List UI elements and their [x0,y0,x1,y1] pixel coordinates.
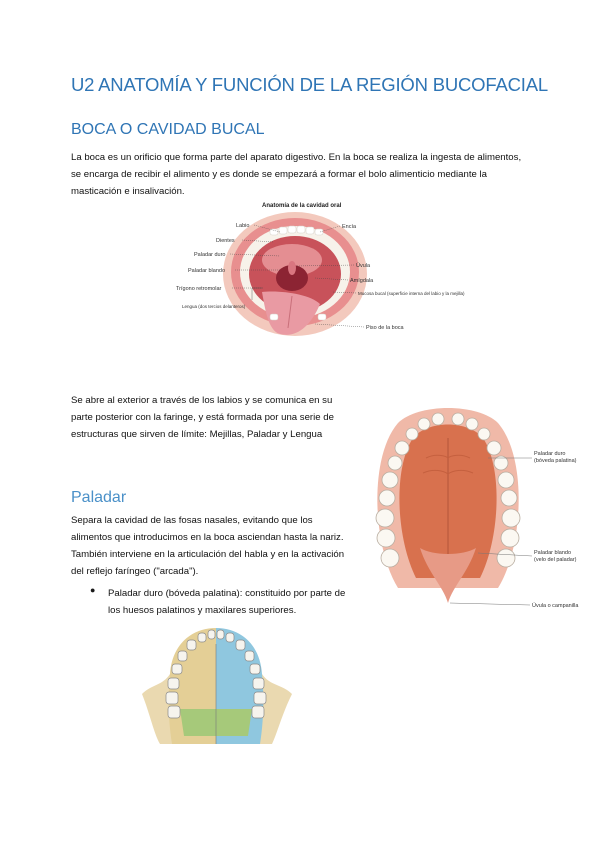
label-paladar-blando-2b: (velo del paladar) [534,557,577,563]
paragraph-estructuras: Se abre al exterior a través de los labios y se comunica en su parte posterior con la faringe, y está formada por una serie de estructuras que sirven de límite: Mejillas, Paladar y Lengua [71,395,334,440]
section-heading-paladar: Paladar [71,489,127,506]
label-trigono: Trígono retromolar [176,286,222,292]
label-paladar-duro-2a: Paladar duro [534,451,566,457]
palate-figure [368,398,598,620]
paragraph-paladar: Separa la cavidad de las fosas nasales, evitando que los alimentos que introducimos en la boca asciendan hasta la nariz. También interviene en la articulación del habla y en la activación del reflejo faríngeo ("arcada"). [71,515,345,577]
label-lengua: Lengua (dos tercios delanteros) [182,304,246,309]
figure-title: Anatomía de la cavidad oral [262,203,342,209]
bullet-marker: ● [90,585,96,595]
label-mucosa: Mucosa bucal (superficie interna del labio y la mejilla) [358,291,465,296]
bony-palate-figure [132,624,300,752]
bullet-paladar-duro: Paladar duro (bóveda palatina): constituido por parte de los huesos palatinos y maxilares superiores. [108,588,346,616]
section-heading-boca: BOCA O CAVIDAD BUCAL [71,121,265,138]
label-paladar-blando-2a: Paladar blando [534,550,572,556]
label-amigdala: Amígdala [350,278,374,284]
label-paladar-duro: Paladar duro [194,252,226,258]
paragraph-boca: La boca es un orificio que forma parte del aparato digestivo. En la boca se realiza la ingesta de alimentos, se encarga de recibir el alimento y es donde se empezará a formar el bolo alimenticio mediante la masticación e insalivación. [71,152,522,197]
page-title: U2 ANATOMÍA Y FUNCIÓN DE LA REGIÓN BUCOFACIAL [71,74,548,95]
label-dientes: Dientes [216,238,235,244]
oral-cavity-figure [170,196,465,344]
label-paladar-blando: Paladar blando [188,268,226,274]
label-paladar-duro-2b: (bóveda palatina) [534,458,577,464]
label-piso: Piso de la boca [366,325,404,331]
label-uvula: Úvula [356,263,371,269]
label-labio: Labio [236,223,250,229]
label-uvula-2: Úvula o campanilla [532,603,579,609]
label-encia: Encía [342,224,357,230]
